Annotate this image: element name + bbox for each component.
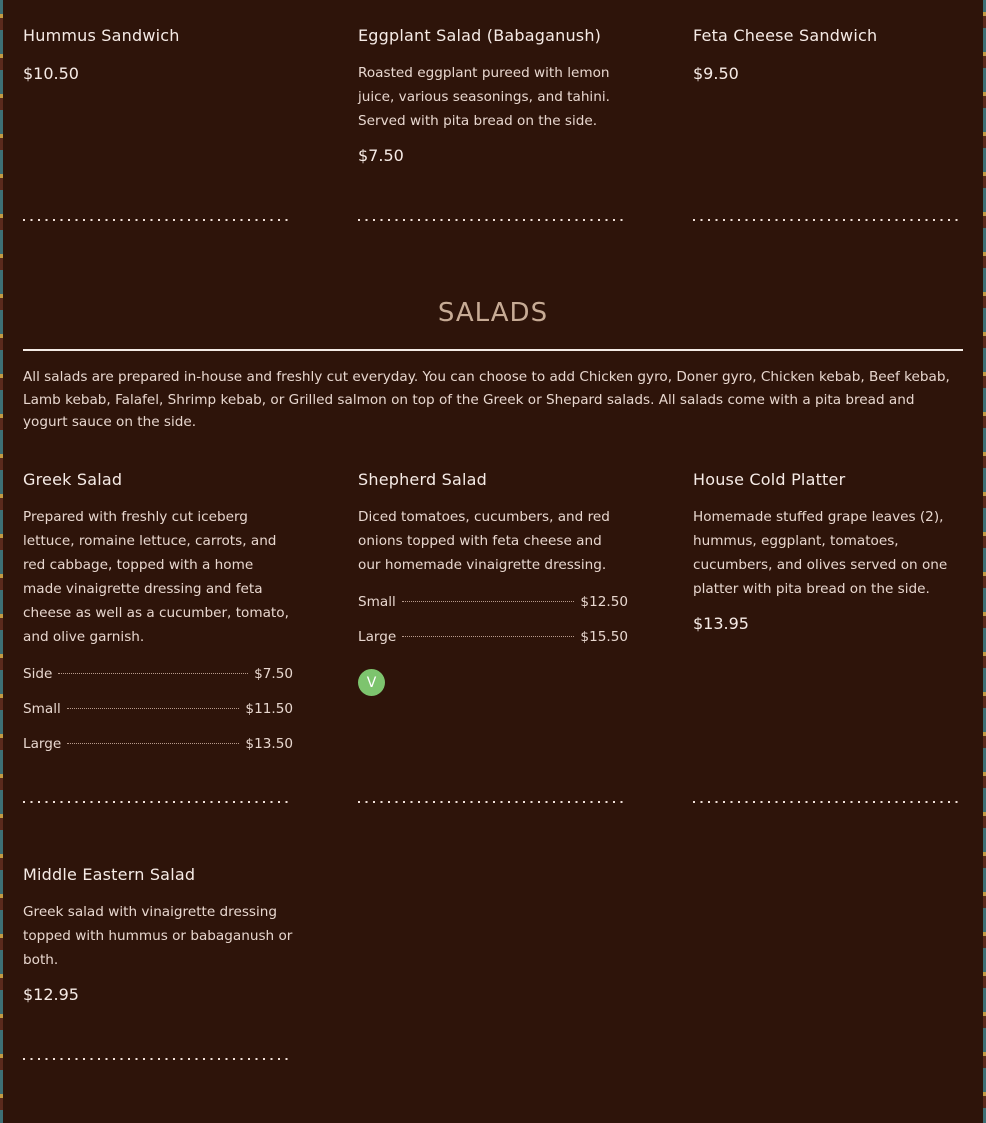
left-decorative-border — [0, 0, 3, 1123]
item-name: House Cold Platter — [693, 470, 846, 489]
dotted-separator — [358, 801, 628, 803]
item-description: Greek salad with vinaigrette dressing topped with hummus or babaganush or both. — [23, 904, 293, 968]
item-price: $10.50 — [23, 64, 79, 83]
item-price: $13.95 — [693, 614, 749, 633]
menu-item-hummus-sandwich — [23, 26, 293, 84]
menu-item-middle-eastern-salad — [23, 865, 293, 1005]
menu-item-shepherd-salad — [358, 470, 628, 696]
dot-leader — [67, 708, 240, 709]
item-description: Homemade stuffed grape leaves (2), hummus, eggplant, tomatoes, cucumbers, and olives served on one platter with pita bread on the side. — [693, 509, 948, 597]
size-label: Small — [23, 701, 61, 717]
menu-item-house-cold-platter — [693, 470, 963, 634]
dotted-separator — [693, 219, 963, 221]
price-list — [23, 663, 293, 768]
price-row-small — [23, 698, 293, 733]
size-label: Large — [23, 736, 62, 752]
menu-item-feta-cheese-sandwich — [693, 26, 963, 84]
item-name: Eggplant Salad (Babaganush) — [358, 26, 602, 45]
price-row-side — [23, 663, 293, 698]
vegetarian-badge-icon: V — [358, 669, 385, 696]
dotted-separator — [23, 219, 293, 221]
item-name: Shepherd Salad — [358, 470, 487, 489]
menu-item-eggplant-salad — [358, 26, 628, 166]
item-price: $12.95 — [23, 985, 79, 1004]
price-row-small — [358, 591, 628, 626]
size-price: $11.50 — [245, 701, 293, 717]
item-description: Roasted eggplant pureed with lemon juice, various seasonings, and tahini. Served with pita bread on the side. — [358, 65, 610, 129]
dot-leader — [67, 743, 239, 744]
dot-leader — [402, 636, 574, 637]
price-list — [358, 591, 628, 661]
dot-leader — [58, 673, 248, 674]
dotted-separator — [23, 801, 293, 803]
item-price: $7.50 — [358, 146, 404, 165]
item-description: Diced tomatoes, cucumbers, and red onions topped with feta cheese and our homemade vinaigrette dressing. — [358, 509, 610, 573]
dotted-separator — [23, 1058, 293, 1060]
menu-item-greek-salad — [23, 470, 293, 768]
item-name: Middle Eastern Salad — [23, 865, 196, 884]
item-price: $9.50 — [693, 64, 739, 83]
item-description: Prepared with freshly cut iceberg lettuce, romaine lettuce, carrots, and red cabbage, topped with a home made vinaigrette dressing and feta cheese as well as a cucumber, tomato, and olive garnish. — [23, 509, 289, 645]
size-label: Small — [358, 594, 396, 610]
size-label: Large — [358, 629, 397, 645]
size-price: $13.50 — [245, 736, 293, 752]
size-price: $12.50 — [580, 594, 628, 610]
section-title-salads: SALADS — [437, 298, 549, 328]
price-row-large — [23, 733, 293, 768]
dot-leader — [402, 601, 575, 602]
item-name: Feta Cheese Sandwich — [693, 26, 878, 45]
item-name: Hummus Sandwich — [23, 26, 180, 45]
dotted-separator — [358, 219, 628, 221]
section-divider — [23, 349, 963, 351]
size-label: Side — [23, 666, 53, 682]
item-name: Greek Salad — [23, 470, 123, 489]
price-row-large — [358, 626, 628, 661]
dotted-separator — [693, 801, 963, 803]
section-intro: All salads are prepared in-house and freshly cut everyday. You can choose to add Chicken gyro, Doner gyro, Chicken kebab, Beef kebab, Lamb kebab, Falafel, Shrimp kebab, or Grilled salmon on top of the Greek or Shepard salads. All salads come with a pita bread and yogurt sauce on the side. — [23, 369, 950, 430]
size-price: $15.50 — [580, 629, 628, 645]
size-price: $7.50 — [254, 666, 293, 682]
